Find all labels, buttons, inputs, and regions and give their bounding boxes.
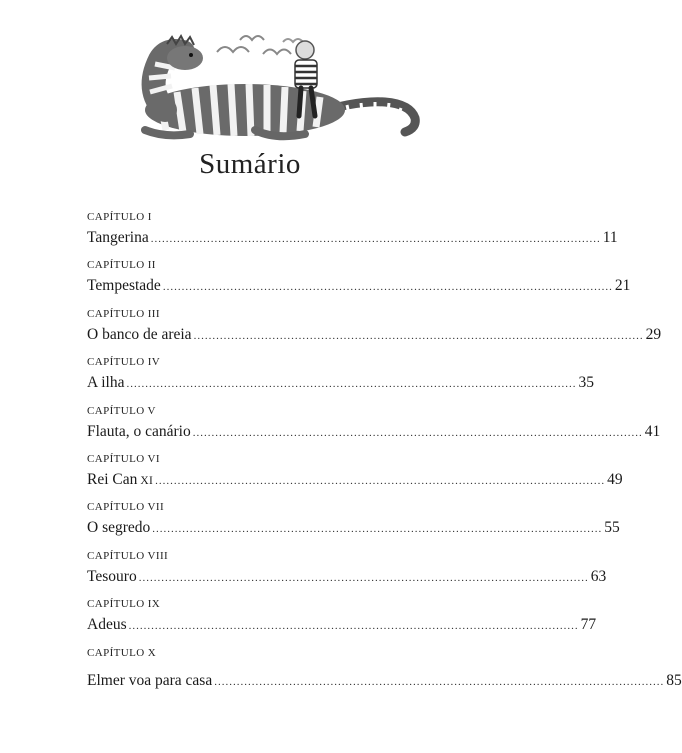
toc-entry: [87, 452, 623, 500]
dot-leader: ........................................................................................................................: [152, 523, 603, 536]
chapter-page-number: 63: [590, 567, 607, 585]
chapter-title: Tempestade: [87, 277, 161, 295]
toc-entry: [87, 355, 594, 403]
chapter-page-number: 55: [604, 519, 620, 537]
page-title: Sumário: [199, 148, 301, 180]
toc-entry: [87, 549, 607, 597]
chapter-title: Flauta, o canário: [87, 422, 191, 440]
chapter-title: O banco de areia: [87, 325, 192, 343]
chapter-label: CAPÍTULO I: [87, 211, 152, 223]
toc-entry: [87, 258, 631, 306]
toc-entry: [87, 404, 661, 452]
chapter-title-wrapper: [87, 469, 153, 492]
chapter-title: Elmer voa para casa: [87, 671, 213, 689]
dot-leader: ........................................................................................................................: [155, 474, 606, 487]
chapter-page-number: 35: [578, 374, 594, 392]
dot-leader: ........................................................................................................................: [150, 233, 601, 245]
toc-entry: [87, 500, 620, 548]
chapter-page-number: 41: [644, 422, 661, 440]
chapter-label: CAPÍTULO IV: [87, 356, 161, 369]
chapter-title: O segredo: [87, 519, 151, 537]
chapter-page-number: 21: [614, 277, 631, 295]
table-of-contents: [87, 210, 682, 694]
chapter-title: A ilha: [87, 374, 125, 392]
chapter-label: CAPÍTULO IX: [87, 598, 161, 611]
chapter-title: Rei Can: [87, 470, 138, 488]
chapter-page-number: 49: [607, 470, 623, 488]
dragon-and-boy-illustration: [105, 30, 425, 150]
toc-entry: [87, 307, 662, 355]
toc-entry: [87, 210, 618, 258]
chapter-label: CAPÍTULO VI: [87, 452, 160, 465]
toc-entry: [87, 597, 597, 645]
dot-leader: ........................................................................................................................: [162, 281, 613, 294]
chapter-title-suffix: XI: [140, 474, 154, 487]
chapter-label: CAPÍTULO X: [87, 646, 157, 659]
dot-leader: ........................................................................................................................: [192, 426, 643, 439]
chapter-page-number: 77: [580, 616, 597, 634]
dot-leader: ........................................................................................................................: [126, 378, 577, 391]
chapter-page-number: 29: [645, 325, 662, 343]
chapter-label: CAPÍTULO VIII: [87, 549, 169, 562]
chapter-page-number: 85: [666, 671, 682, 689]
chapter-title: Adeus: [87, 616, 127, 634]
chapter-label: CAPÍTULO VII: [87, 501, 165, 514]
chapter-label: CAPÍTULO II: [87, 259, 156, 272]
chapter-title: Tesouro: [87, 567, 137, 585]
dot-leader: ........................................................................................................................: [214, 675, 665, 688]
toc-entry: [87, 646, 682, 694]
chapter-page-number: 11: [602, 229, 618, 246]
chapter-label: CAPÍTULO III: [87, 307, 160, 320]
dot-leader: ........................................................................................................................: [138, 571, 589, 584]
dot-leader: ........................................................................................................................: [193, 329, 644, 342]
dot-leader: ........................................................................................................................: [128, 620, 579, 633]
chapter-label: CAPÍTULO V: [87, 404, 156, 417]
chapter-title: Tangerina: [87, 229, 149, 246]
